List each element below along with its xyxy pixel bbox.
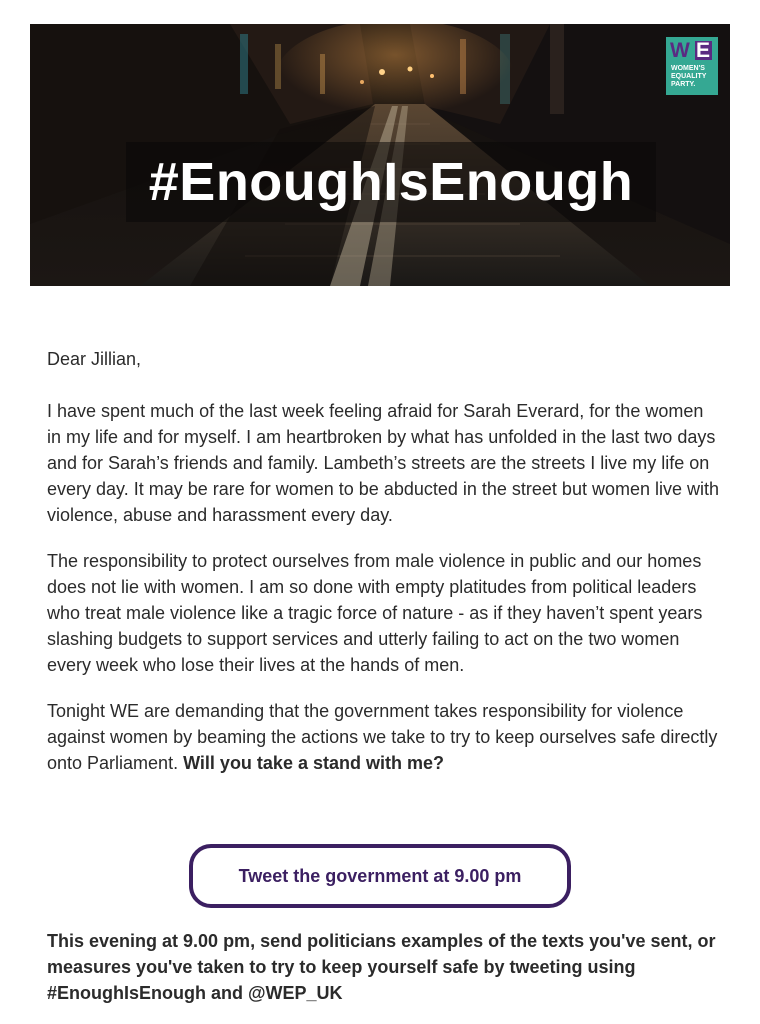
letter-body <box>47 346 719 796</box>
hashtag-title: #EnoughIsEnough <box>126 142 656 222</box>
paragraph-1: I have spent much of the last week feeling afraid for Sarah Everard, for the women in my life and for myself. I am heartbroken by what has unfolded in the last two days and for Sarah’s friends and family. Lambeth’s streets are the streets I live my life on every day. It may be rare for women to be abducted in the street but women live with violence, abuse and harassment every day. <box>47 401 720 525</box>
paragraph-3 <box>47 698 719 776</box>
paragraph-3-call-to-action: Will you take a stand with me? <box>183 753 444 773</box>
tweet-government-button[interactable] <box>189 844 571 908</box>
logo-mark-w: W <box>670 39 689 62</box>
logo-mark-e: E <box>696 39 711 62</box>
paragraph-3-text: Tonight WE are demanding that the government takes responsibility for violence against women by beaming the actions we take to try to keep ourselves safe directly onto Parliament. <box>47 701 718 773</box>
closing-instructions: This evening at 9.00 pm, send politicians examples of the texts you've sent, or measures you've taken to try to keep yourself safe by tweeting using #EnoughIsEnough and @WEP_UK <box>47 931 716 1003</box>
tweet-government-button-label: Tweet the government at 9.00 pm <box>238 865 522 886</box>
wep-logo <box>666 37 718 95</box>
greeting: Dear Jillian, <box>47 349 142 369</box>
header-banner-image <box>30 24 730 286</box>
paragraph-2: The responsibility to protect ourselves from male violence in public and our homes does not lie with women. I am so done with empty platitudes from political leaders who treat male violence like a tragic force of nature - as if they haven’t spent years slashing budgets to support services and utterly failing to act on the two women every week who lose their lives at the hands of men. <box>47 551 703 675</box>
logo-tagline: WOMEN'S EQUALITY PARTY. <box>671 65 707 88</box>
